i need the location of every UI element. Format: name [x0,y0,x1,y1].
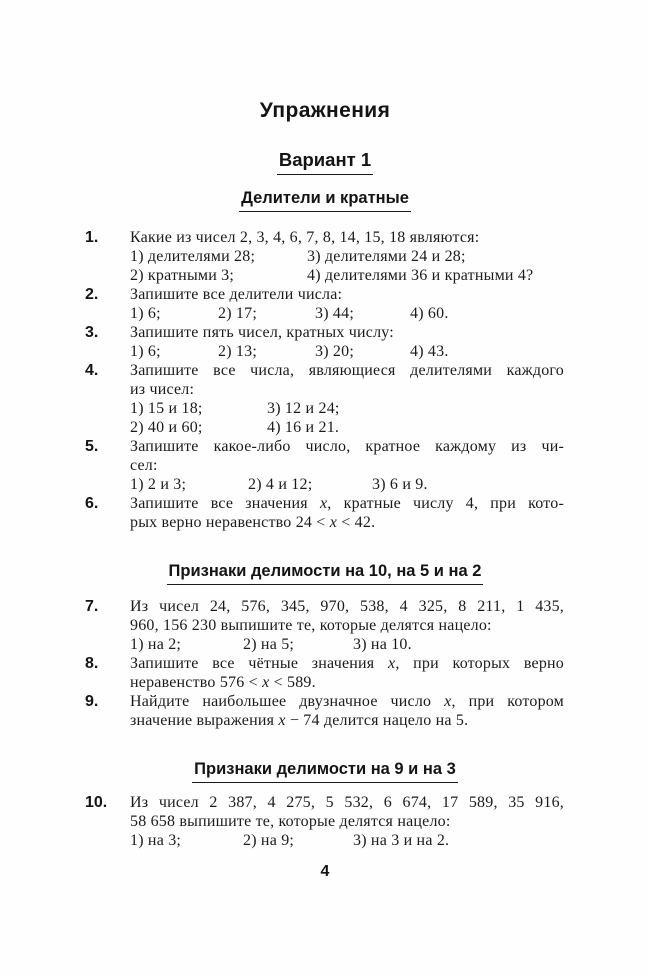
exercise-9 [85,692,650,730]
exercise-8 [85,654,650,692]
exercise-4-options-row-1 [130,399,564,418]
option: 3) 20; [315,343,354,360]
option: 2) на 5; [243,636,295,653]
option: 1) 15 и 18; [130,400,203,417]
math-variable: x [329,514,338,531]
option: 2) 13; [218,343,257,360]
exercise-1-options-row-2 [130,266,564,285]
math-variable: x [388,655,396,672]
exercise-4-number: 4. [85,362,99,379]
option: 1) 6; [130,343,161,360]
text-segment: значение выражения [130,712,279,729]
exercise-9-body [130,692,564,730]
option: 3) делителями 24 и 28; [307,248,466,265]
section-title-divisibility-9-3-label: Признаки делимости на 9 и на 3 [192,760,458,783]
option: 1) делителями 28; [130,248,256,265]
exercise-7-number: 7. [85,598,99,615]
exercise-2-options-row [130,304,564,323]
exercise-3-body [130,323,564,361]
exercise-list [0,228,650,532]
exercise-5-options-row [130,475,564,494]
exercise-list-3 [0,793,650,850]
option: 3) 44; [315,305,354,322]
exercise-7-text-line-1: Из чисел 24, 576, 345, 970, 538, 4 325, 8 211, 1 435, [130,598,564,615]
option: 3) на 3 и на 2. [353,832,450,849]
exercise-5-text-line-1: Запишите какое-либо число, кратное каждому из чи- [130,438,564,455]
exercise-4 [85,361,650,437]
exercise-2-body [130,285,564,323]
exercise-9-text-line-1 [130,692,564,711]
exercise-10-text-line-2: 58 658 выпишите те, которые делятся нацело: [130,813,451,830]
exercise-1-text: Какие из чисел 2, 3, 4, 6, 7, 8, 14, 15, 18 являются: [130,229,480,246]
option: 3) на 10. [353,636,412,653]
option: 2) кратными 3; [130,267,235,284]
text-segment: , кратные числу 4, при кото- [327,495,564,512]
option: 1) 2 и 3; [130,476,187,493]
exercise-6 [85,494,650,532]
exercise-1 [85,228,650,285]
option: 2) 40 и 60; [130,419,203,436]
exercise-3-options-row [130,342,564,361]
exercise-1-number: 1. [85,229,99,246]
text-segment: , при котором [451,693,564,710]
exercise-10 [85,793,650,850]
exercise-8-text-line-2 [130,673,564,692]
text-segment: рых верно неравенство 24 < [130,514,330,531]
math-variable: x [319,495,328,512]
exercise-1-body [130,228,564,285]
section-title-divisors-label: Делители и кратные [239,189,411,212]
exercise-2 [85,285,650,323]
exercise-10-body [130,793,564,850]
exercise-3 [85,323,650,361]
exercise-9-text-line-2 [130,711,564,730]
option: 1) на 2; [130,636,182,653]
math-variable: x [278,712,286,729]
exercise-5-text-line-2: сел: [130,457,158,474]
variant-label: Вариант 1 [277,149,373,175]
option: 2) 17; [218,305,257,322]
text-segment: , при которых верно [395,655,564,672]
text-segment: < 589. [269,674,316,691]
option: 1) 6; [130,305,161,322]
exercise-5-body [130,437,564,494]
exercise-5-number: 5. [85,438,99,455]
option: 4) делителями 36 и кратными 4? [307,267,534,284]
option: 2) на 9; [243,832,295,849]
exercise-5 [85,437,650,494]
exercise-10-text-line-1: Из чисел 2 387, 4 275, 5 532, 6 674, 17 589, 35 916, [130,794,564,811]
exercise-6-text-line-2 [130,513,564,532]
text-segment: Запишите все чётные значения [130,655,388,672]
math-variable: x [444,693,452,710]
text-segment: − 74 делится нацело на 5. [285,712,469,729]
option: 4) 60. [410,305,449,322]
exercise-7-options-row [130,635,564,654]
section-title-divisors [0,189,650,212]
exercise-4-text-line-2: из чисел: [130,381,195,398]
page-title: Упражнения [259,99,391,122]
section-title-divisibility-9-3 [0,760,650,783]
exercise-10-number: 10. [85,794,108,811]
exercise-2-text: Запишите все делители числа: [130,286,343,303]
text-segment: < 42. [337,514,376,531]
exercise-4-text-line-1: Запишите все числа, являющиеся делителями каждого [130,362,564,379]
exercise-8-body [130,654,564,692]
exercise-8-text-line-1 [130,654,564,673]
exercise-6-number: 6. [85,495,99,512]
option: 1) на 3; [130,832,182,849]
option: 4) 43. [410,343,449,360]
exercise-3-text: Запишите пять чисел, кратных числу: [130,324,394,341]
text-segment: Найдите наибольшее двузначное число [130,693,445,710]
exercise-10-options-row [130,831,564,850]
option: 3) 6 и 9. [372,476,428,493]
option: 2) 4 и 12; [248,476,313,493]
exercise-7 [85,597,650,654]
exercise-list-2 [0,597,650,730]
exercise-7-body [130,597,564,654]
page-number: 4 [320,863,330,880]
exercise-7-text-line-2: 960, 156 230 выпишите те, которые делятся нацело: [130,617,492,634]
exercise-3-number: 3. [85,324,99,341]
exercise-1-options-row-1 [130,247,564,266]
option: 4) 16 и 21. [267,419,340,436]
exercise-4-options-row-2 [130,418,564,437]
text-segment: неравенство 576 < [130,674,263,691]
exercise-2-number: 2. [85,286,99,303]
option: 3) 12 и 24; [267,400,340,417]
exercise-6-text-line-1 [130,494,564,513]
variant-heading [0,149,650,175]
section-title-divisibility-10-5-2 [0,562,650,585]
math-variable: x [262,674,270,691]
exercise-4-body [130,361,564,437]
section-title-divisibility-10-5-2-label: Признаки делимости на 10, на 5 и на 2 [167,562,484,585]
exercise-6-body [130,494,564,532]
exercise-8-number: 8. [85,655,99,672]
text-segment: Запишите все значения [130,495,320,512]
exercise-9-number: 9. [85,693,99,710]
